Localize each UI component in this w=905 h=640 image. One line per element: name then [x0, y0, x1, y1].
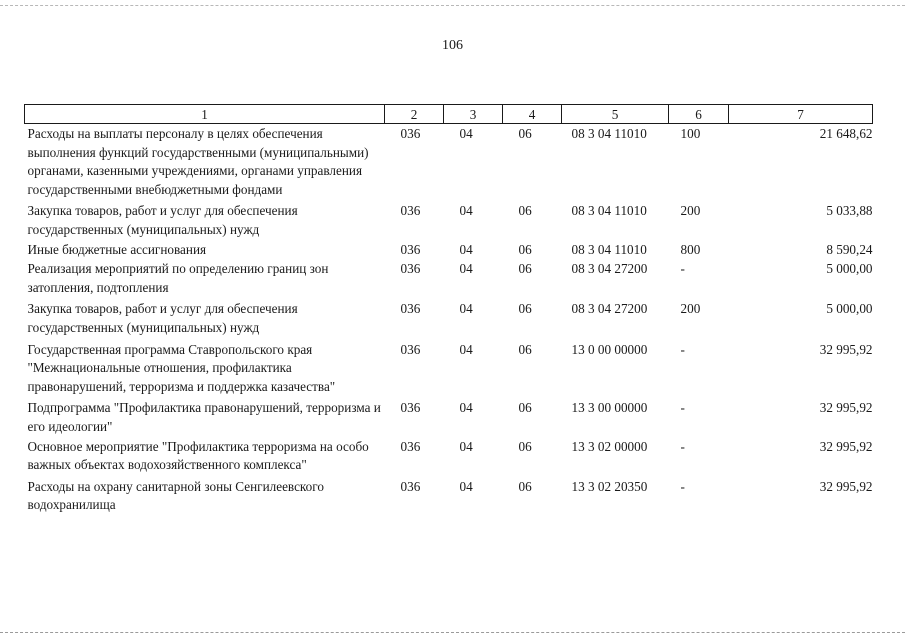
row-rz: 04 — [459, 241, 473, 257]
row-csr: 08 3 04 11010 — [571, 203, 647, 219]
header-col-1: 1 — [25, 105, 385, 124]
row-ved: 036 — [400, 126, 421, 141]
row-pr: 06 — [518, 203, 532, 219]
row-rz: 04 — [459, 301, 473, 317]
row-rz: 04 — [459, 341, 473, 357]
scan-edge-top — [0, 5, 905, 6]
row-name: Основное мероприятие "Профилактика терроризма на особо важных объектах водохозяйственного комплекса" — [27, 438, 369, 473]
table-row — [25, 259, 873, 297]
row-ved: 036 — [400, 478, 421, 494]
row-sum: 21 648,62 — [819, 126, 873, 141]
row-ved: 036 — [400, 341, 421, 357]
row-pr: 06 — [518, 241, 532, 257]
row-csr: 08 3 04 11010 — [571, 126, 647, 141]
table-row — [25, 437, 873, 475]
row-pr: 06 — [518, 301, 532, 317]
row-name: Реализация мероприятий по определению границ зон затопления, подтопления — [27, 261, 329, 295]
row-ved: 036 — [400, 241, 421, 257]
row-sum: 5 000,00 — [826, 261, 873, 277]
row-vr: 800 — [680, 241, 701, 257]
scan-edge-bottom — [0, 632, 905, 633]
row-vr: 200 — [680, 301, 701, 317]
row-rz: 04 — [459, 478, 473, 494]
header-col-7: 7 — [729, 105, 873, 124]
row-csr: 13 3 00 00000 — [571, 400, 648, 416]
row-sum: 8 590,24 — [826, 241, 873, 257]
header-col-2: 2 — [385, 105, 444, 124]
row-sum: 32 995,92 — [819, 438, 873, 454]
row-rz: 04 — [459, 126, 473, 141]
table-row — [25, 297, 873, 337]
table-row — [25, 199, 873, 239]
row-name: Расходы на охрану санитарной зоны Сенгилеевского водохранилища — [27, 478, 324, 513]
row-vr: - — [680, 438, 685, 454]
row-csr: 08 3 04 11010 — [571, 241, 647, 257]
row-pr: 06 — [518, 438, 532, 454]
row-csr: 13 3 02 20350 — [571, 478, 648, 494]
row-name: Подпрограмма "Профилактика правонарушений, терроризма и его идеологии" — [27, 400, 381, 434]
row-csr: 13 0 00 00000 — [571, 341, 648, 357]
header-row — [25, 105, 873, 124]
row-vr: 100 — [680, 126, 701, 141]
row-rz: 04 — [459, 400, 473, 416]
row-rz: 04 — [459, 203, 473, 219]
row-vr: - — [680, 341, 685, 357]
row-sum: 5 033,88 — [826, 203, 873, 219]
row-name: Иные бюджетные ассигнования — [27, 241, 207, 257]
row-rz: 04 — [459, 261, 473, 277]
row-name: Расходы на выплаты персоналу в целях обеспечения выполнения функций государственными (муниципальными) органами, казенными учреждениями, органами управления государственными внебюджетными фондами — [27, 126, 369, 197]
row-pr: 06 — [518, 478, 532, 494]
row-name: Государственная программа Ставропольского края "Межнациональные отношения, профилактика правонарушений, терроризма и поддержка казачества" — [27, 341, 336, 394]
header-col-4: 4 — [503, 105, 562, 124]
table-row — [25, 240, 873, 260]
row-ved: 036 — [400, 301, 421, 317]
row-sum: 5 000,00 — [826, 301, 873, 317]
row-sum: 32 995,92 — [819, 400, 873, 416]
row-vr: - — [680, 478, 685, 494]
row-ved: 036 — [400, 261, 421, 277]
row-vr: 200 — [680, 203, 701, 219]
row-csr: 13 3 02 00000 — [571, 438, 648, 454]
row-pr: 06 — [518, 126, 532, 141]
row-pr: 06 — [518, 400, 532, 416]
row-ved: 036 — [400, 203, 421, 219]
table-row — [25, 124, 873, 200]
budget-table — [24, 104, 873, 515]
row-vr: - — [680, 261, 685, 277]
row-pr: 06 — [518, 261, 532, 277]
header-col-5: 5 — [562, 105, 669, 124]
row-csr: 08 3 04 27200 — [571, 301, 648, 317]
row-name: Закупка товаров, работ и услуг для обеспечения государственных (муниципальных) нужд — [27, 203, 298, 237]
table-row — [25, 396, 873, 436]
row-ved: 036 — [400, 400, 421, 416]
row-pr: 06 — [518, 341, 532, 357]
row-vr: - — [680, 400, 685, 416]
row-csr: 08 3 04 27200 — [571, 261, 648, 277]
page-number: 106 — [442, 38, 463, 53]
header-col-3: 3 — [444, 105, 503, 124]
table-row — [25, 475, 873, 515]
row-rz: 04 — [459, 438, 473, 454]
row-name: Закупка товаров, работ и услуг для обеспечения государственных (муниципальных) нужд — [27, 301, 298, 335]
row-sum: 32 995,92 — [819, 341, 873, 357]
table-row — [25, 338, 873, 397]
header-col-6: 6 — [669, 105, 729, 124]
row-ved: 036 — [400, 438, 421, 454]
row-sum: 32 995,92 — [819, 478, 873, 494]
